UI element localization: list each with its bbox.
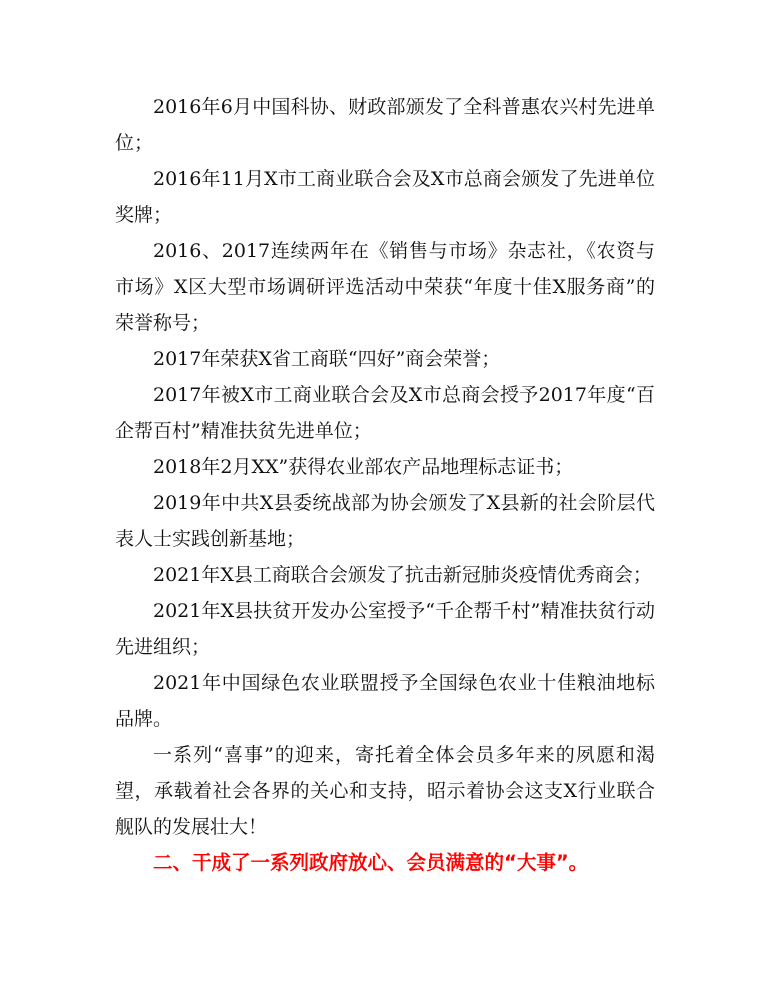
paragraph-award-2021-poverty: 2021年X县扶贫开发办公室授予“千企帮千村”精准扶贫行动先进组织； — [115, 600, 655, 658]
paragraph-award-2019: 2019年中共X县委统战部为协会颁发了X县新的社会阶层代表人士实践创新基地； — [115, 492, 655, 550]
paragraph-award-2018: 2018年2月XX”获得农业部农产品地理标志证书； — [153, 456, 574, 478]
paragraph-award-2016-2017: 2016、2017连续两年在《销售与市场》杂志社，《农资与市场》X区大型市场调研评选活动中荣获“年度十佳X服务商”的荣誉称号； — [115, 240, 655, 334]
paragraph-award-2016-november: 2016年11月X市工商业联合会及X市总商会颁发了先进单位奖牌； — [115, 168, 655, 226]
document-body — [115, 89, 655, 881]
paragraph-award-2017-poverty: 2017年被X市工商业联合会及X市总商会授予2017年度“百企帮百村”精准扶贫先进单位； — [115, 384, 655, 442]
paragraph-summary: 一系列“喜事”的迎来，寄托着全体会员多年来的夙愿和渴望，承载着社会各界的关心和支持，昭示着协会这支X行业联合舰队的发展壮大！ — [115, 744, 655, 838]
paragraph-award-2016-june: 2016年6月中国科协、财政部颁发了全科普惠农兴村先进单位； — [115, 96, 655, 154]
paragraph-award-2021-covid: 2021年X县工商联合会颁发了抗击新冠肺炎疫情优秀商会； — [153, 564, 652, 586]
paragraph-award-2017-four-good: 2017年荣获X省工商联“四好”商会荣誉； — [153, 348, 501, 370]
section-heading: 二、干成了一系列政府放心、会员满意的“大事”。 — [153, 851, 589, 874]
paragraph-award-2021-green: 2021年中国绿色农业联盟授予全国绿色农业十佳粮油地标品牌。 — [115, 672, 655, 730]
